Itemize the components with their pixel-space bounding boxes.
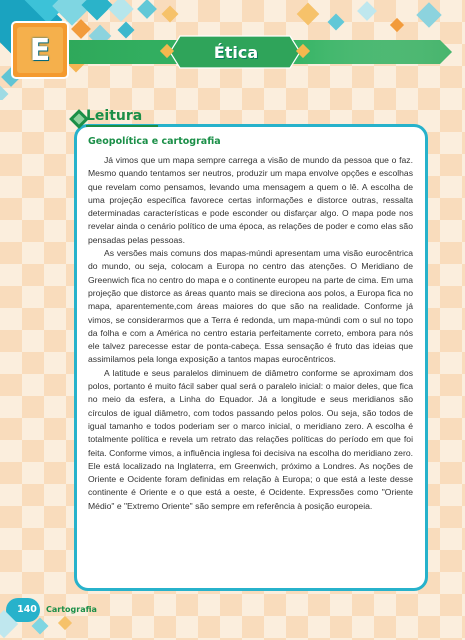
article-subheading: Geopolítica e cartografia <box>88 136 221 147</box>
section-title: Ética <box>213 42 259 62</box>
header-banner <box>0 0 465 100</box>
page-number: 140 <box>17 603 37 615</box>
paragraph: As versões mais comuns dos mapas-múndi apresentam uma visão eurocêntrica do mundo, ou seja, colocam a Europa no centro das atenções. O Meridiano de Greenwich fica no centro do mapa e o continente europeu na parte de cima. Em uma projeção que distorce as áreas quanto mais se direciona aos polos, a Europa fica no mapa, aparentemente,com áreas maiores do que são na realidade. Conforme já vimos, se considerarmos que a Terra é redonda, um mapa-múndi com o sul no topo da folha e com a América no centro estaria perfeitamente correto, embora para nós ele talvez parecesse estar de ponta-cabeça. Essa sensação é fruto das ideias que assimilamos pela longa exposição a tantos mapas eurocêntricos. <box>88 248 413 365</box>
heading-underline <box>86 125 158 127</box>
paragraph: A latitude e seus paralelos diminuem de diâmetro conforme se aproximam dos polos, portanto é muito fácil saber qual será o paralelo inicial: o maior deles, que fica no meio da esfera, a Linha do Equador. Já a longitude e seus meridianos são círculos de igual diâmetro, com todos passando pelos polos. Ou seja, são todos de igual tamanho e todos poderiam ser o marco inicial, o meridiano zero. A escolha é totalmente política e revela um retrato das relações políticas do período em que foi feita. Conforme vimos, a influência inglesa foi decisiva na escolha do meridiano zero. Ele está localizado na Inglaterra, em Greenwich, próximo a Londres. As noções de Oriente e Ocidente foram definidas em relação à Europa; o que está a leste desse continente é Oriente e o que está a oeste, é Ocidente. Expressões como "Oriente Médio" e "Extremo Oriente" são sempre em referência à posição europeia. <box>88 367 413 511</box>
paragraph: Já vimos que um mapa sempre carrega a visão de mundo da pessoa que o faz. Mesmo quando tentamos ser neutros, produzir um mapa envolve opções e escolhas que revelam como pensamos, levando uma mensagem a quem o lê. A escolha de uma projeção específica favorece certas informações e distorce outras, ressalta determinadas características e pode esconder ou disfarçar algo. O mapa pode nos revelar ainda o cenário político de uma época, as relações de poder e como elas são pensadas pelas pessoas. <box>88 155 413 245</box>
article-body <box>88 154 413 513</box>
chapter-letter: E <box>29 32 51 68</box>
card-heading: Leitura <box>86 108 143 124</box>
running-title: Cartografia <box>46 604 97 614</box>
